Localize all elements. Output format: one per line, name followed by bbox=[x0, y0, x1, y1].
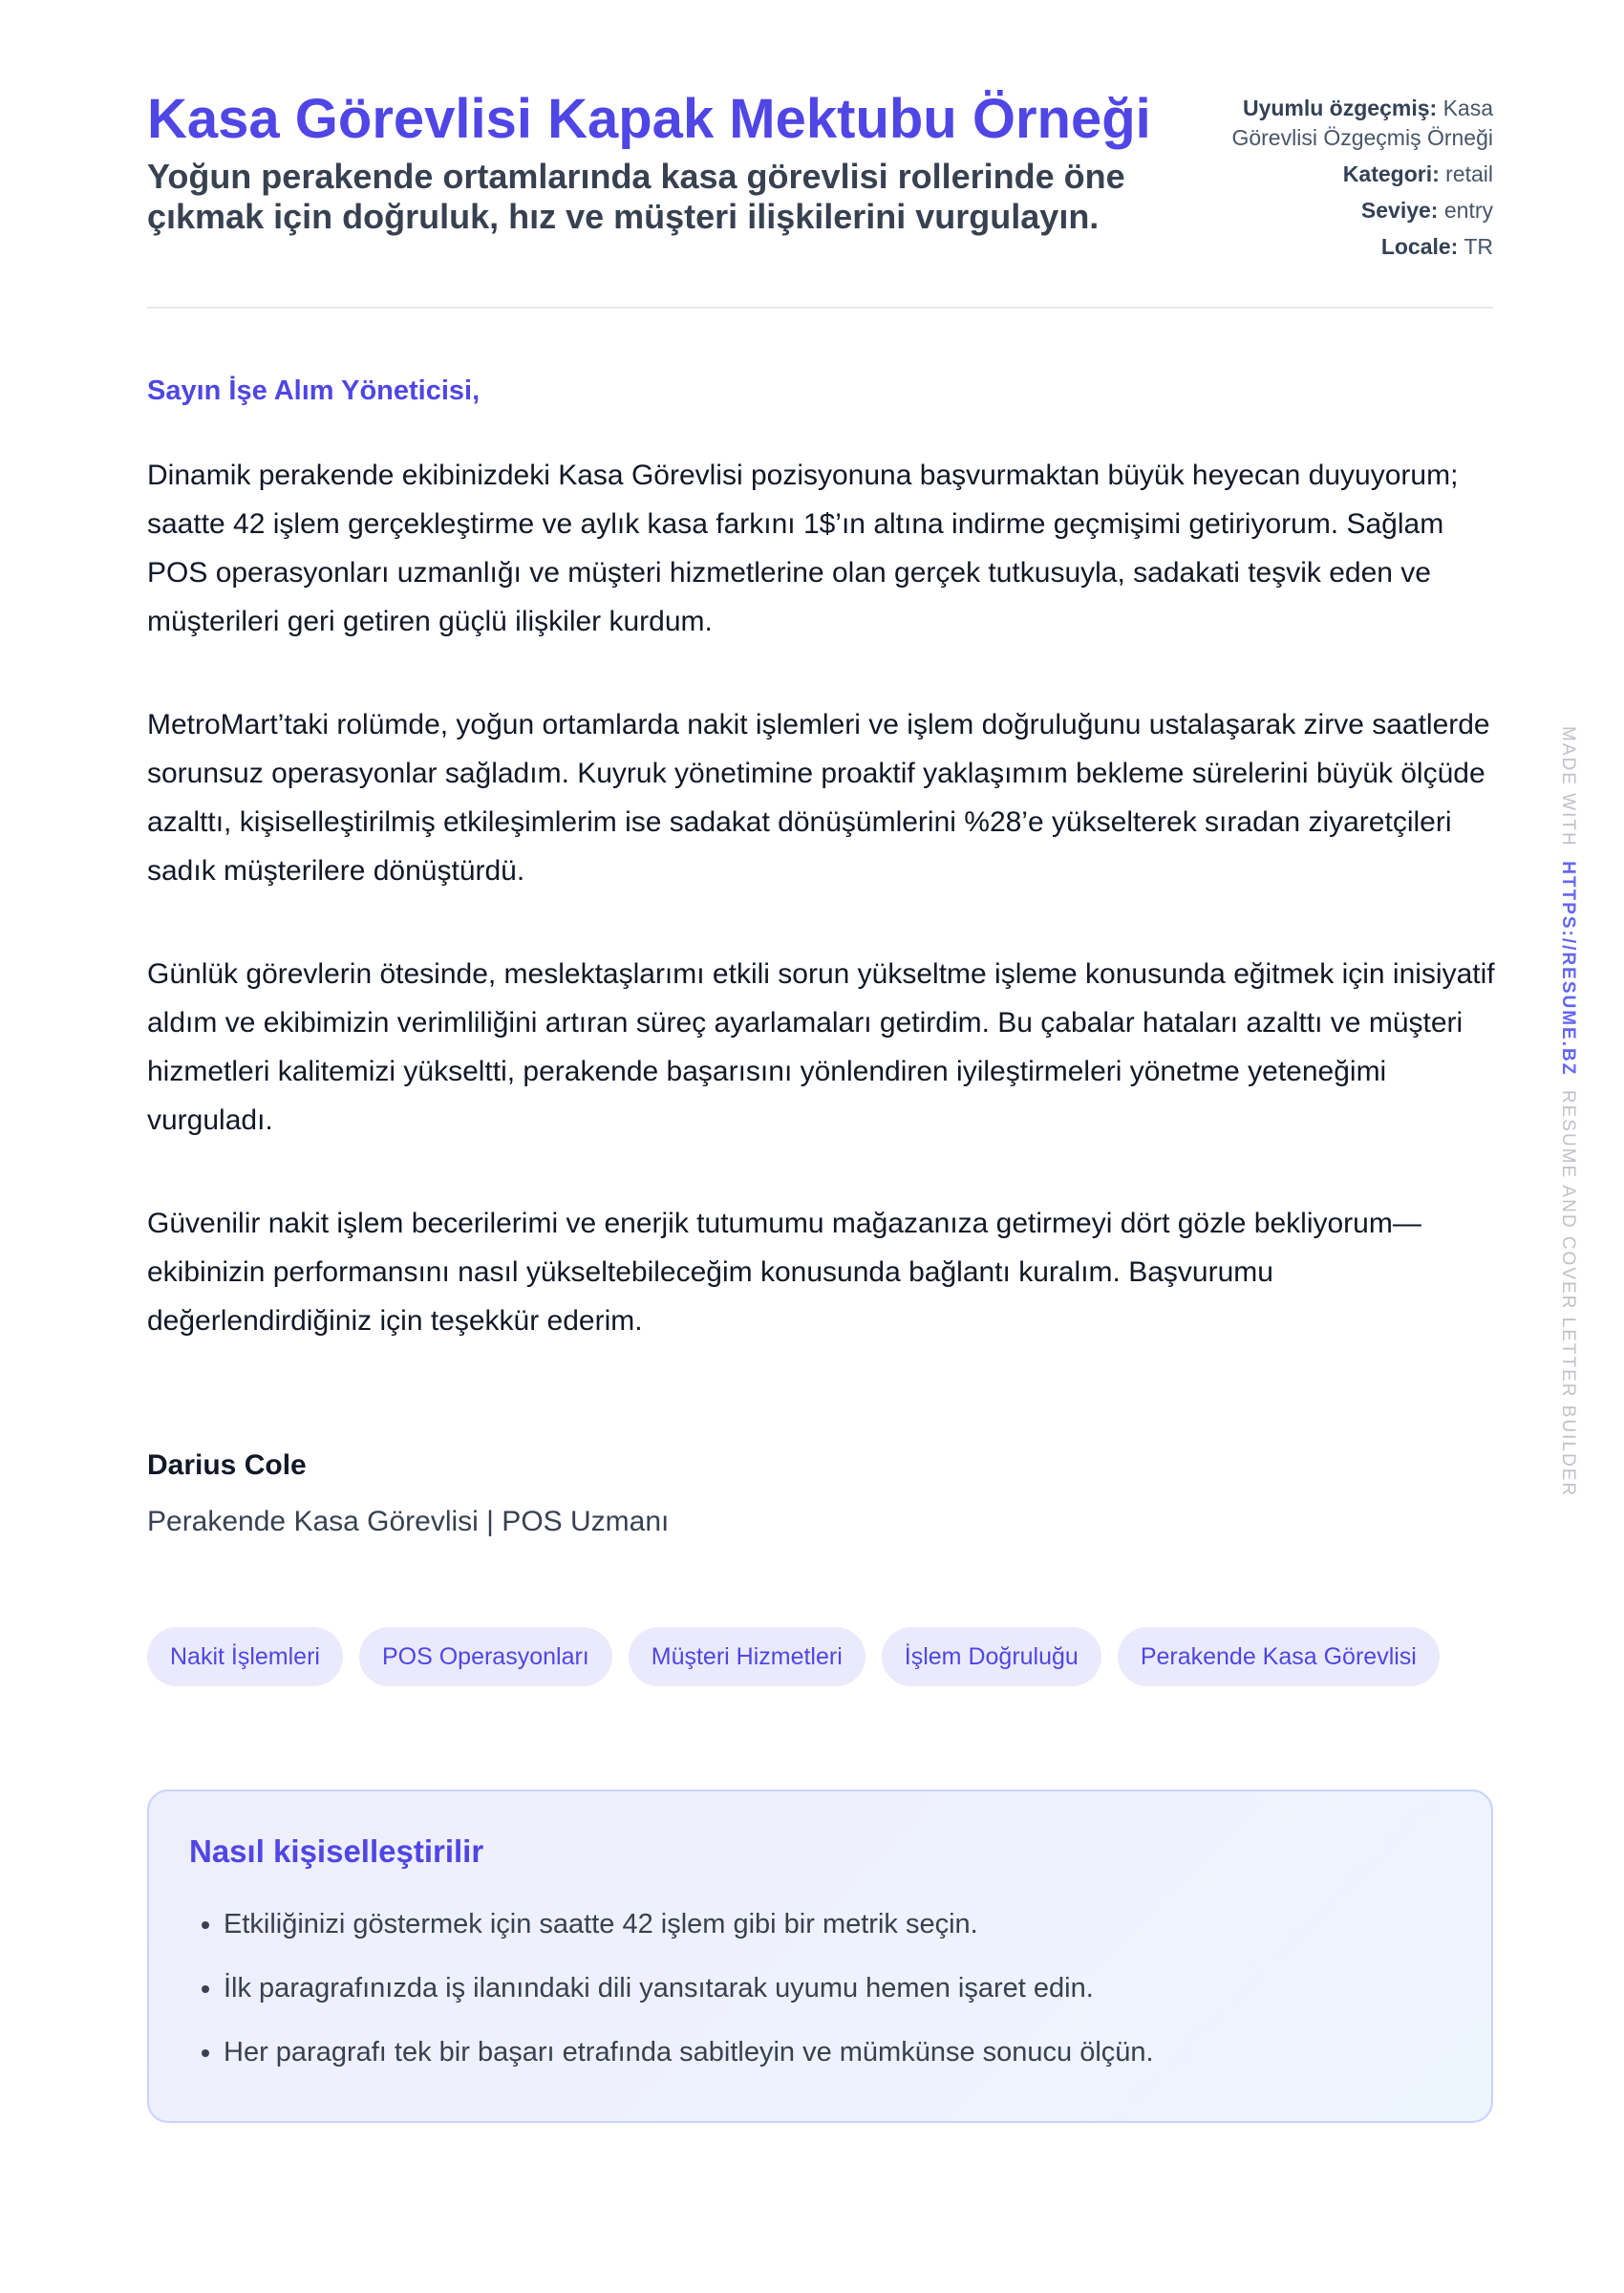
letter-paragraph: Dinamik perakende ekibinizdeki Kasa Görevlisi pozisyonuna başvurmaktan büyük heyecan duyuyorum; saatte 42 işlem gerçekleştirme ve aylık kasa farkını 1$’ın altına indirme geçmişimi getiriyorum. Sağlam POS operasyonları uzmanlığı ve müşteri hizmetlerine olan gerçek tutkusuyla, sadakati teşvik eden ve müşterileri geri getiren güçlü ilişkiler kurdum. bbox=[147, 460, 1459, 637]
meta-panel bbox=[1178, 94, 1493, 268]
tag-chip: Perakende Kasa Görevlisi bbox=[1118, 1627, 1440, 1686]
meta-resume-link[interactable]: Kasa Görevlisi Özgeçmiş Örneği bbox=[1231, 96, 1493, 150]
letter-body bbox=[147, 451, 1499, 1400]
tag-chip: POS Operasyonları bbox=[359, 1627, 612, 1686]
tag-list bbox=[147, 1627, 1440, 1686]
signature-name: Darius Cole bbox=[147, 1449, 307, 1481]
watermark-link[interactable]: HTTPS://RESUME.BZ bbox=[1558, 861, 1578, 1077]
signature-title: Perakende Kasa Görevlisi | POS Uzmanı bbox=[147, 1506, 670, 1537]
customization-tips-box bbox=[147, 1789, 1493, 2123]
header-divider bbox=[147, 307, 1493, 309]
page-title: Kasa Görevlisi Kapak Mektubu Örneği bbox=[147, 88, 1151, 150]
tip-item: • Etkiliğinizi göstermek için saatte 42 işlem gibi bir metrik seçin. bbox=[224, 1908, 1154, 1940]
tag-chip: İşlem Doğruluğu bbox=[882, 1627, 1101, 1686]
letter-paragraph: MetroMart’taki rolümde, yoğun ortamlarda nakit işlemleri ve işlem doğruluğunu ustalaşarak zirve saatlerde sorunsuz operasyonlar sağladım. Kuyruk yönetimine proaktif yaklaşımım bekleme sürelerini büyük ölçüde azalttı, kişiselleştirilmiş etkileşimlerim ise sadakat dönüşümlerini %28’e yükselterek sıradan ziyaretçileri sadık müşterilere dönüştürdü. bbox=[147, 709, 1490, 887]
watermark: MADE WITH HTTPS://RESUME.BZ RESUME AND COVER LETTER BUILDER bbox=[1558, 726, 1578, 1498]
tip-item: • Her paragrafı tek bir başarı etrafında sabitleyin ve mümkünse sonucu ölçün. bbox=[224, 2036, 1154, 2068]
meta-locale: Locale: TR bbox=[1380, 234, 1493, 259]
letter-greeting: Sayın İşe Alım Yöneticisi, bbox=[147, 375, 481, 406]
meta-category: Kategori: retail bbox=[1342, 161, 1493, 186]
tip-item: • İlk paragrafınızda iş ilanındaki dili yansıtarak uyumu hemen işaret edin. bbox=[224, 1972, 1154, 2004]
letter-paragraph: Güvenilir nakit işlem becerilerimi ve enerjik tutumumu mağazanıza getirmeyi dört gözle bekliyorum—ekibinizin performansını nasıl yükseltebileceğim konusunda bağlantı kuralım. Başvurumu değerlendirdiğiniz için teşekkür ederim. bbox=[147, 1208, 1421, 1337]
tips-list bbox=[189, 1908, 1154, 2100]
tag-chip: Müşteri Hizmetleri bbox=[629, 1627, 865, 1686]
letter-paragraph: Günlük görevlerin ötesinde, meslektaşlarımı etkili sorun yükseltme işleme konusunda eğitmek için inisiyatif aldım ve ekibimizin verimliliğini artıran süreç ayarlamaları getirdim. Bu çabalar hataları azalttı ve müşteri hizmetleri kalitemizi yükseltti, perakende başarısını yönlendiren iyileştirmeleri yönetme yeteneğimi vurguladı. bbox=[147, 958, 1495, 1136]
meta-level: Seviye: entry bbox=[1360, 198, 1493, 223]
page-subtitle: Yoğun perakende ortamlarında kasa görevlisi rollerinde öne çıkmak için doğruluk, hız ve müşteri ilişkilerini vurgulayın. bbox=[147, 157, 1125, 236]
tips-title: Nasıl kişiselleştirilir bbox=[189, 1833, 484, 1869]
meta-resume: Uyumlu özgeçmiş: Kasa Görevlisi Özgeçmiş Örneği bbox=[1231, 96, 1493, 150]
tag-chip: Nakit İşlemleri bbox=[147, 1627, 343, 1686]
